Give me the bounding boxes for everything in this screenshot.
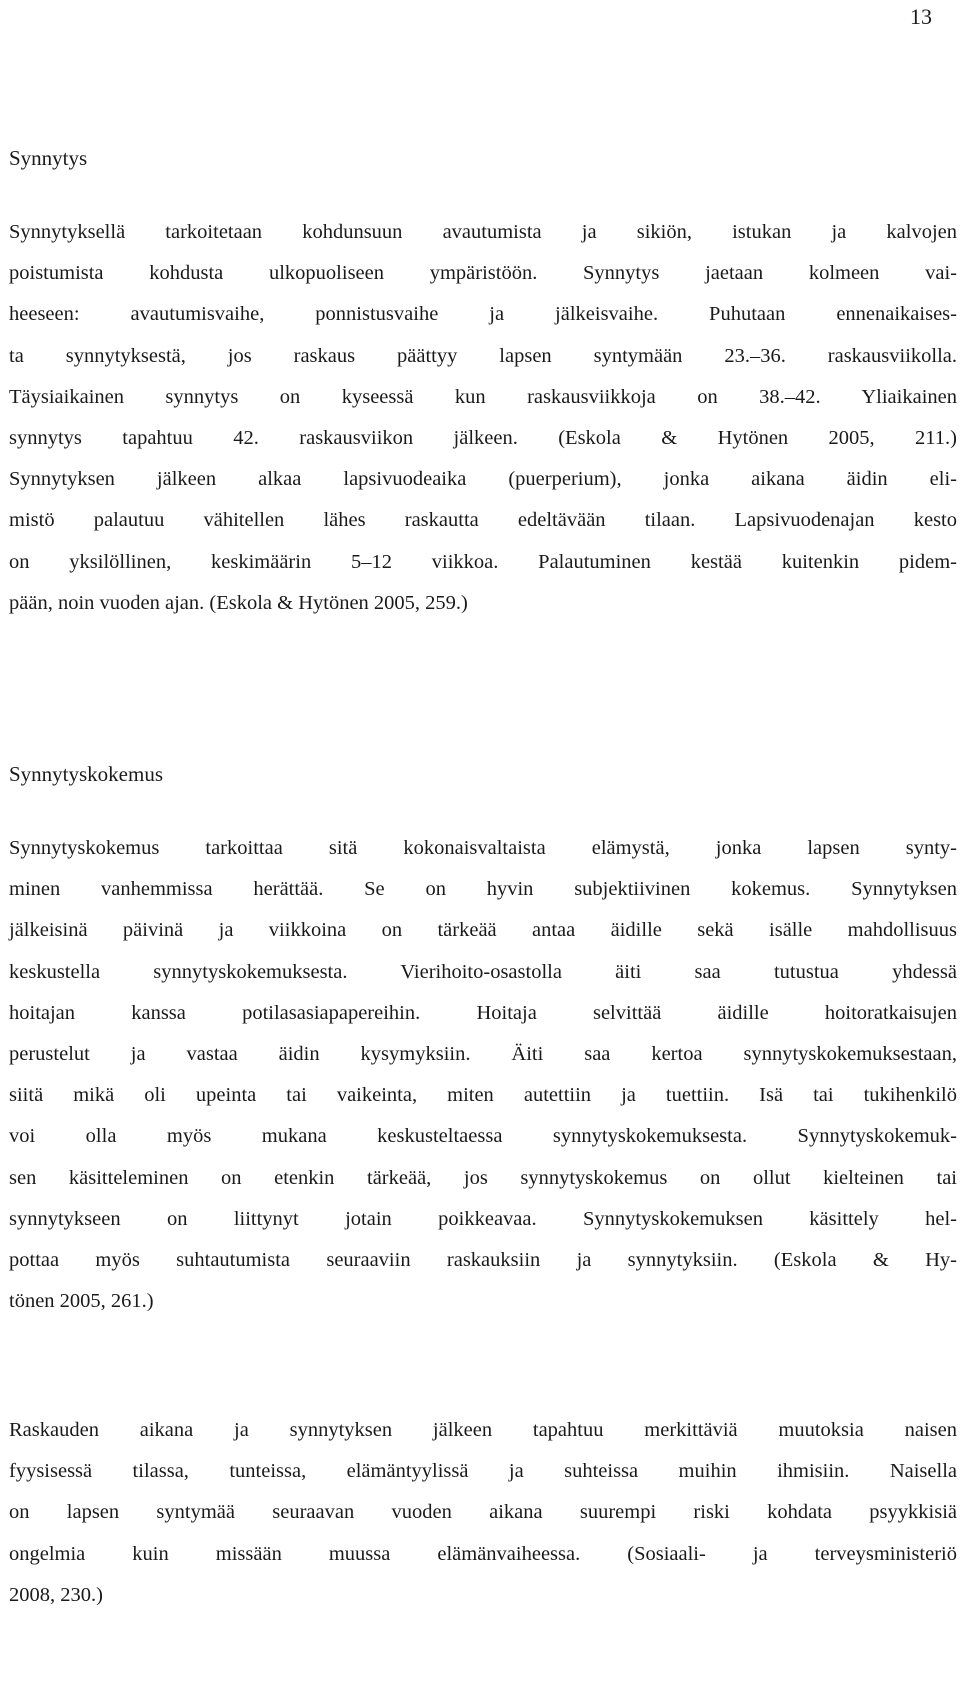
text-line: synnytykseen on liittynyt jotain poikkeavaa. Synnytyskokemuksen käsittely hel- <box>9 1207 957 1230</box>
text-line: fyysisessä tilassa, tunteissa, elämäntyylissä ja suhteissa muihin ihmisiin. Naisella <box>9 1460 957 1483</box>
text-line: pään, noin vuoden ajan. (Eskola & Hytönen 2005, 259.) <box>9 591 468 614</box>
text-line: Synnytyksellä tarkoitetaan kohdunsuun avautumista ja sikiön, istukan ja kalvojen <box>9 221 957 243</box>
paragraph-synnytys <box>9 212 957 624</box>
text-line: mistö palautuu vähitellen lähes raskautta edeltävään tilaan. Lapsivuodenajan kesto <box>9 509 957 532</box>
text-line: on yksilöllinen, keskimäärin 5–12 viikkoa. Palautuminen kestää kuitenkin pidem- <box>9 550 957 573</box>
text-line: perustelut ja vastaa äidin kysymyksiin. Äiti saa kertoa synnytyskokemuksestaan, <box>9 1043 957 1066</box>
text-line: synnytys tapahtuu 42. raskausviikon jälkeen. (Eskola & Hytönen 2005, 211.) <box>9 427 957 450</box>
paragraph-synnytyskokemus <box>9 828 957 1322</box>
text-line: siitä mikä oli upeinta tai vaikeinta, miten autettiin ja tuettiin. Isä tai tukihenkilö <box>9 1084 957 1107</box>
text-line: ongelmia kuin missään muussa elämänvaiheessa. (Sosiaali- ja terveysministeriö <box>9 1542 957 1565</box>
text-line: Raskauden aikana ja synnytyksen jälkeen tapahtuu merkittäviä muutoksia naisen <box>9 1419 957 1441</box>
section-heading-synnytys: Synnytys <box>9 146 88 170</box>
text-line: hoitajan kanssa potilasasiapapereihin. Hoitaja selvittää äidille hoitoratkaisujen <box>9 1001 957 1024</box>
text-line: poistumista kohdusta ulkopuoliseen ympäristöön. Synnytys jaetaan kolmeen vai- <box>9 262 957 285</box>
text-line: Synnytyksen jälkeen alkaa lapsivuodeaika (puerperium), jonka aikana äidin eli- <box>9 468 957 491</box>
text-line: heeseen: avautumisvaihe, ponnistusvaihe ja jälkeisvaihe. Puhutaan ennenaikaises- <box>9 303 957 326</box>
text-line: pottaa myös suhtautumista seuraaviin raskauksiin ja synnytyksiin. (Eskola & Hy- <box>9 1249 957 1272</box>
text-line: minen vanhemmissa herättää. Se on hyvin subjektiivinen kokemus. Synnytyksen <box>9 878 957 901</box>
text-line: 2008, 230.) <box>9 1583 103 1606</box>
text-line: tönen 2005, 261.) <box>9 1290 154 1313</box>
section-heading-synnytyskokemus: Synnytyskokemus <box>9 762 164 786</box>
text-line: sen käsitteleminen on etenkin tärkeää, jos synnytyskokemus on ollut kielteinen tai <box>9 1166 957 1189</box>
text-line: keskustella synnytyskokemuksesta. Vierihoito-osastolla äiti saa tutustua yhdessä <box>9 960 957 983</box>
text-line: ta synnytyksestä, jos raskaus päättyy lapsen syntymään 23.–36. raskausviikolla. <box>9 344 957 367</box>
text-line: Synnytyskokemus tarkoittaa sitä kokonaisvaltaista elämystä, jonka lapsen synty- <box>9 837 957 859</box>
paragraph-raskauden-aikana <box>9 1410 957 1616</box>
page-number: 13 <box>910 4 932 29</box>
text-line: voi olla myös mukana keskusteltaessa synnytyskokemuksesta. Synnytyskokemuk- <box>9 1125 957 1148</box>
text-line: jälkeisinä päivinä ja viikkoina on tärkeää antaa äidille sekä isälle mahdollisuus <box>9 919 957 942</box>
text-line: Täysiaikainen synnytys on kyseessä kun raskausviikkoja on 38.–42. Yliaikainen <box>9 385 957 408</box>
text-line: on lapsen syntymää seuraavan vuoden aikana suurempi riski kohdata psyykkisiä <box>9 1501 957 1524</box>
